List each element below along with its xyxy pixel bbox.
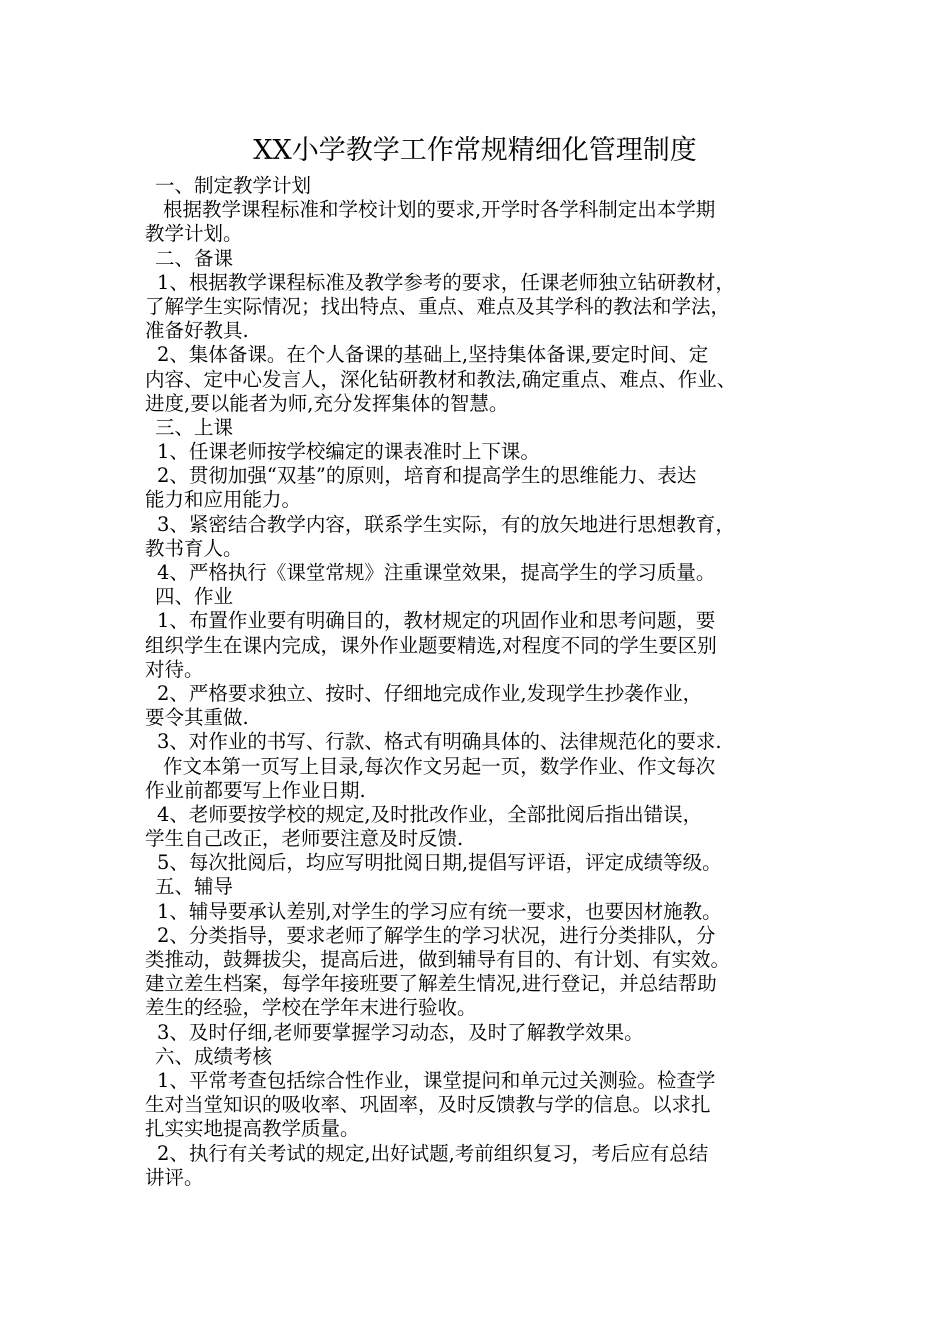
body-text-line: 讲评。 (145, 1165, 204, 1189)
document-title: XX小学教学工作常规精细化管理制度 (253, 135, 697, 166)
body-text-line: 进度,要以能者为师,充分发挥集体的智慧。 (145, 391, 509, 415)
document-body (145, 174, 825, 1190)
body-text-line: 2、分类指导，要求老师了解学生的学习状况，进行分类排队，分 (157, 923, 716, 947)
body-text-line: 4、严格执行《课堂常规》注重课堂效果，提高学生的学习质量。 (157, 561, 716, 584)
body-text-line: 差生的经验，学校在学年末进行验收。 (145, 996, 477, 1020)
body-text-line: 教书育人。 (145, 536, 243, 560)
body-text-line: 2、严格要求独立、按时、仔细地完成作业,发现学生抄袭作业， (157, 681, 703, 705)
body-text-line: 对待。 (145, 657, 204, 681)
body-text-line: 3、及时仔细,老师要掌握学习动态，及时了解教学效果。 (157, 1020, 644, 1044)
body-text-line: 扎实实地提高教学质量。 (145, 1117, 360, 1141)
body-text-line: 作业前都要写上作业日期. (145, 778, 366, 802)
body-text-line: 建立差生档案，每学年接班要了解差生情况,进行登记，并总结帮助 (145, 972, 717, 996)
body-text-line: 1、平常考查包括综合性作业，课堂提问和单元过关测验。检查学 (157, 1068, 716, 1092)
body-text-line: 内容、定中心发言人，深化钻研教材和教法,确定重点、难点、作业、 (145, 367, 737, 391)
body-text-line: 类推动，鼓舞拔尖，提高后进，做到辅导有目的、有计划、有实效。 (145, 948, 731, 971)
body-text-line: 要令其重做. (145, 706, 249, 730)
body-text-line: 三、上课 (155, 415, 234, 439)
body-text-line: 组织学生在课内完成，课外作业题要精选,对程度不同的学生要区别 (145, 633, 717, 657)
body-text-line: 1、任课老师按学校编定的课表准时上下课。 (157, 440, 540, 464)
body-text-line: 四、作业 (155, 585, 234, 609)
body-text-line: 作文本第一页写上目录,每次作文另起一页，数学作业、作文每次 (163, 754, 716, 778)
body-text-line: 能力和应用能力。 (145, 488, 302, 512)
body-text-line: 一、制定教学计划 (155, 174, 312, 197)
body-text-line: 2、贯彻加强“双基”的原则，培育和提高学生的思维能力、表达 (157, 464, 697, 488)
body-text-line: 3、紧密结合教学内容，联系学生实际，有的放矢地进行思想教育， (157, 512, 735, 536)
body-text-line: 五、辅导 (155, 875, 234, 899)
body-text-line: 3、对作业的书写、行款、格式有明确具体的、法律规范化的要求. (157, 730, 722, 754)
body-text-line: 二、备课 (155, 246, 234, 270)
body-text-line: 2、执行有关考试的规定,出好试题,考前组织复习，考后应有总结 (157, 1141, 709, 1165)
body-text-line: 了解学生实际情况；找出特点、重点、难点及其学科的教法和学法， (145, 294, 731, 318)
body-text-line: 根据教学课程标准和学校计划的要求,开学时各学科制定出本学期 (163, 198, 716, 222)
body-text-line: 生对当堂知识的吸收率、巩固率，及时反馈教与学的信息。以求扎 (145, 1093, 711, 1117)
body-text-line: 5、每次批阅后，均应写明批阅日期,提倡写评语，评定成绩等级。 (157, 851, 722, 875)
body-text-line: 2、集体备课。在个人备课的基础上,坚持集体备课,要定时间、定 (157, 343, 709, 367)
body-text-line: 学生自己改正，老师要注意及时反馈. (145, 827, 464, 851)
body-text-line: 1、根据教学课程标准及教学参考的要求，任课老师独立钻研教材， (157, 270, 735, 294)
body-text-line: 六、成绩考核 (155, 1044, 273, 1068)
body-text-line: 1、辅导要承认差别,对学生的学习应有统一要求，也要因材施教。 (157, 899, 722, 923)
body-text-line: 4、老师要按学校的规定,及时批改作业，全部批阅后指出错误， (157, 802, 703, 826)
body-text-line: 1、布置作业要有明确目的，教材规定的巩固作业和思考问题，要 (157, 609, 716, 633)
body-text-line: 教学计划。 (145, 222, 243, 246)
body-text-line: 准备好教具. (145, 319, 249, 343)
